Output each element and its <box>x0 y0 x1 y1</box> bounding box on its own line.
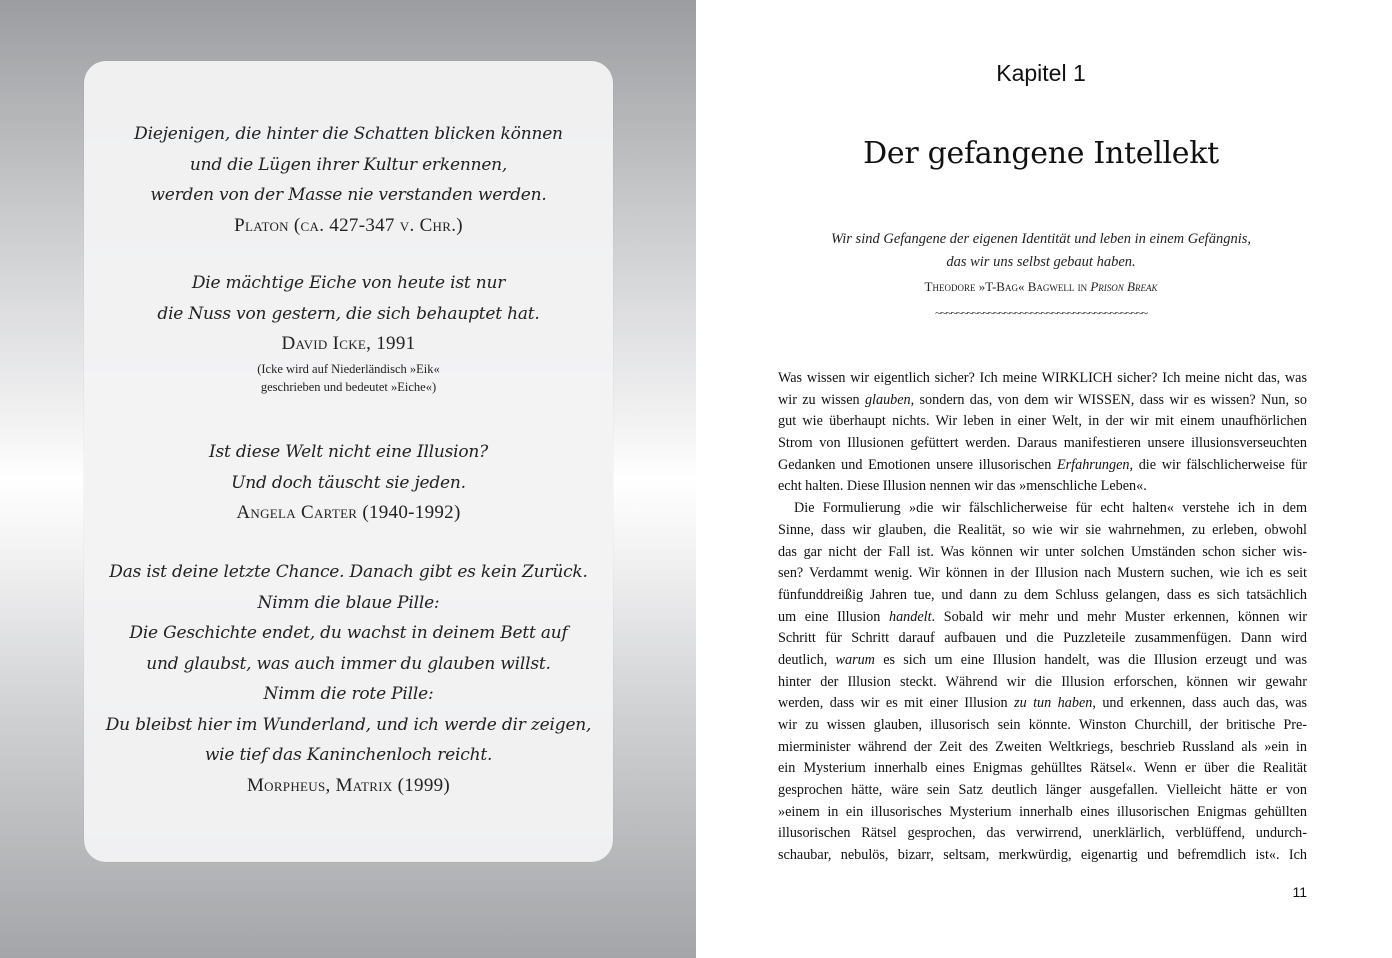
body-text-run: , sondern das, von dem wir WISSEN, dass wir es wissen? Nun, so <box>910 391 1307 408</box>
body-line <box>778 585 1307 607</box>
body-text <box>778 368 1307 867</box>
body-line <box>778 498 1307 520</box>
body-line <box>778 563 1307 585</box>
body-text-run: schaubar, nebulös, bizarr, seltsam, merkwürdig, eigenartig und befremdlich ist«. Ich <box>778 847 1307 864</box>
body-text-run: um eine Illusion <box>778 608 889 625</box>
body-line <box>778 455 1307 477</box>
body-text-run: hinter der Illusion steckt. Während wir die Illusion erforschen, können wir gewahr <box>778 673 1307 690</box>
quote-line: Die Geschichte endet, du wachst in deinem Bett auf <box>129 623 568 643</box>
epigraph-line: das wir uns selbst gebaut haben. <box>946 254 1136 270</box>
body-line <box>778 672 1307 694</box>
body-emphasis: Erfahrungen <box>1056 456 1130 473</box>
body-text-run: gut wie überhaupt nichts. Wir leben in einer Welt, in der wir mit einem unaufhörlichen <box>778 413 1307 430</box>
quote-morpheus <box>84 557 613 797</box>
quote-author: Morpheus, Matrix (1999) <box>246 774 451 796</box>
body-text-run: fünfunddreißig Jahren tue, und dann zu dem Schluss gelangen, dass es sich tatsächlich <box>778 586 1307 603</box>
body-text-run: , und erkennen, dass auch das, was <box>1092 695 1308 712</box>
quote-author: David Icke, 1991 <box>281 333 416 354</box>
quote-line: und die Lügen ihrer Kultur erkennen, <box>189 154 508 175</box>
quote-line: die Nuss von gestern, die sich behauptet hat. <box>157 303 540 324</box>
body-text-run: wir zu wissen <box>778 391 865 408</box>
body-line <box>778 476 1307 498</box>
chapter-title: Der gefangene Intellekt <box>863 136 1219 171</box>
quote-line: und glaubst, was auch immer du glauben willst. <box>146 653 551 674</box>
body-line <box>778 390 1307 412</box>
body-line <box>778 411 1307 433</box>
body-text-run: sen? Verdammt wenig. Wir können in der Illusion nach Mustern suchen, wie ich es seit <box>778 565 1307 582</box>
body-line <box>778 780 1307 802</box>
body-line <box>778 715 1307 737</box>
body-text-run: werden, dass wir es mit einer Illusion <box>778 695 1015 712</box>
quote-line: werden von der Masse nie verstanden werden. <box>150 185 547 205</box>
quote-line: Du bleibst hier im Wunderland, und ich werde dir zeigen, <box>105 714 592 735</box>
body-text-run: ein Mysterium innerhalb eines Enigmas gehülltes Rätsel«. Wenn er über die Realität <box>778 760 1307 777</box>
quote-line: Und doch täuscht sie jeden. <box>231 472 466 493</box>
body-emphasis: zu tun haben <box>1014 695 1093 712</box>
quote-line: Nimm die rote Pille: <box>263 684 434 704</box>
quote-carter <box>84 437 613 524</box>
body-emphasis: warum <box>835 651 875 668</box>
body-line <box>778 628 1307 650</box>
epigraph <box>696 228 1386 295</box>
body-text-run: gesprochen hätte, wäre sein Satz deutlich länger ausgefallen. Vielleicht hätte er von <box>778 782 1307 799</box>
body-line <box>778 368 1307 390</box>
body-text-run: Sinne, dass wir glauben, die Realität, so wie wir sie wahrnehmen, zu erleben, obwohl <box>778 521 1307 538</box>
body-text-run: Was wissen wir eigentlich sicher? Ich meine WIRKLICH sicher? Ich meine nicht das, was <box>778 370 1307 386</box>
quote-line: Die mächtige Eiche von heute ist nur <box>191 273 506 293</box>
right-page <box>696 0 1392 958</box>
body-text-run: das gar nicht der Fall ist. Was können wir unter solchen Umständen schon sicher wis- <box>778 543 1307 560</box>
quote-author: Platon (ca. 427-347 v. Chr.) <box>234 214 463 236</box>
quote-line: Das ist deine letzte Chance. Danach gibt es kein Zurück. <box>109 562 588 582</box>
quote-author: Angela Carter (1940-1992) <box>236 502 461 523</box>
quote-note <box>84 360 613 396</box>
body-text-run: es sich um eine Illusion handelt, was die Illusion erzeugt und was <box>874 651 1307 668</box>
body-line <box>778 823 1307 845</box>
body-line <box>778 737 1307 759</box>
body-emphasis: handelt <box>888 608 932 625</box>
chapter-label: Kapitel 1 <box>996 60 1086 86</box>
body-line <box>778 520 1307 542</box>
quote-line: Ist diese Welt nicht eine Illusion? <box>208 442 489 462</box>
epigraph-author-name: Theodore »T-Bag« Bagwell in <box>924 279 1091 294</box>
body-line <box>778 650 1307 672</box>
quote-note-line: geschrieben und bedeutet »Eiche«) <box>260 380 437 394</box>
quote-line: Diejenigen, die hinter die Schatten blicken können <box>134 124 563 144</box>
body-text-run: echt halten. Diese Illusion nennen wir das »menschliche Leben«. <box>778 478 1147 495</box>
epigraph-work: Prison Break <box>1090 279 1158 294</box>
quote-plato <box>84 119 613 237</box>
ornament-divider: ~~~~~~~~~~~~~~~~~~~~~~~~~~~~~~~~~~~~~~~~ <box>935 306 1147 320</box>
body-line <box>778 542 1307 564</box>
epigraph-author <box>696 279 1386 295</box>
body-text-run: Strom von Illusionen gefüttert werden. Daraus manifestieren unsere illusionsverseuchten <box>778 435 1307 452</box>
body-text-run: mierminister während der Zeit des Zweiten Weltkriegs, beschrieb Russland als »ein in <box>778 738 1307 755</box>
body-text-run: Gedanken und Emotionen unsere illusorischen <box>778 456 1057 473</box>
body-line <box>778 693 1307 715</box>
body-text-run: Die Formulierung »die wir fälschlicherweise für echt halten« verstehe ich in dem <box>794 500 1307 517</box>
epigraph-line: Wir sind Gefangene der eigenen Identität und leben in einem Gefängnis, <box>830 231 1251 247</box>
quote-note-line: (Icke wird auf Niederländisch »Eik« <box>257 362 440 376</box>
body-line <box>778 433 1307 455</box>
page-number: 11 <box>1292 884 1307 900</box>
body-text-run: deutlich, <box>778 651 836 668</box>
body-text-run: Schritt für Schritt darauf aufbauen und die Puzzleteile zusammenfügen. Dann wird <box>778 630 1307 647</box>
body-line <box>778 802 1307 824</box>
quote-line: Nimm die blaue Pille: <box>257 592 440 613</box>
quote-line: wie tief das Kaninchenloch reicht. <box>204 745 493 765</box>
quote-icke <box>84 268 613 396</box>
body-text-run: wir zu wissen glauben, illusorisch sein könnte. Winston Churchill, der britische Pre- <box>778 717 1307 733</box>
body-text-run: illusorischen Rätsel gesprochen, das verwirrend, unerklärlich, verblüffend, undurch- <box>778 825 1307 842</box>
quote-card <box>84 61 613 862</box>
body-emphasis: glauben <box>864 391 911 408</box>
body-line <box>778 758 1307 780</box>
body-text-run: , die wir fälschlicherweise für <box>1129 456 1307 473</box>
body-text-run: »einem in ein illusorisches Mysterium innerhalb eines illusorischen Enigmas gehüllten <box>778 803 1307 820</box>
body-line <box>778 845 1307 867</box>
body-line <box>778 607 1307 629</box>
body-text-run: . Sobald wir mehr und mehr Muster erkennen, können wir <box>931 608 1307 625</box>
